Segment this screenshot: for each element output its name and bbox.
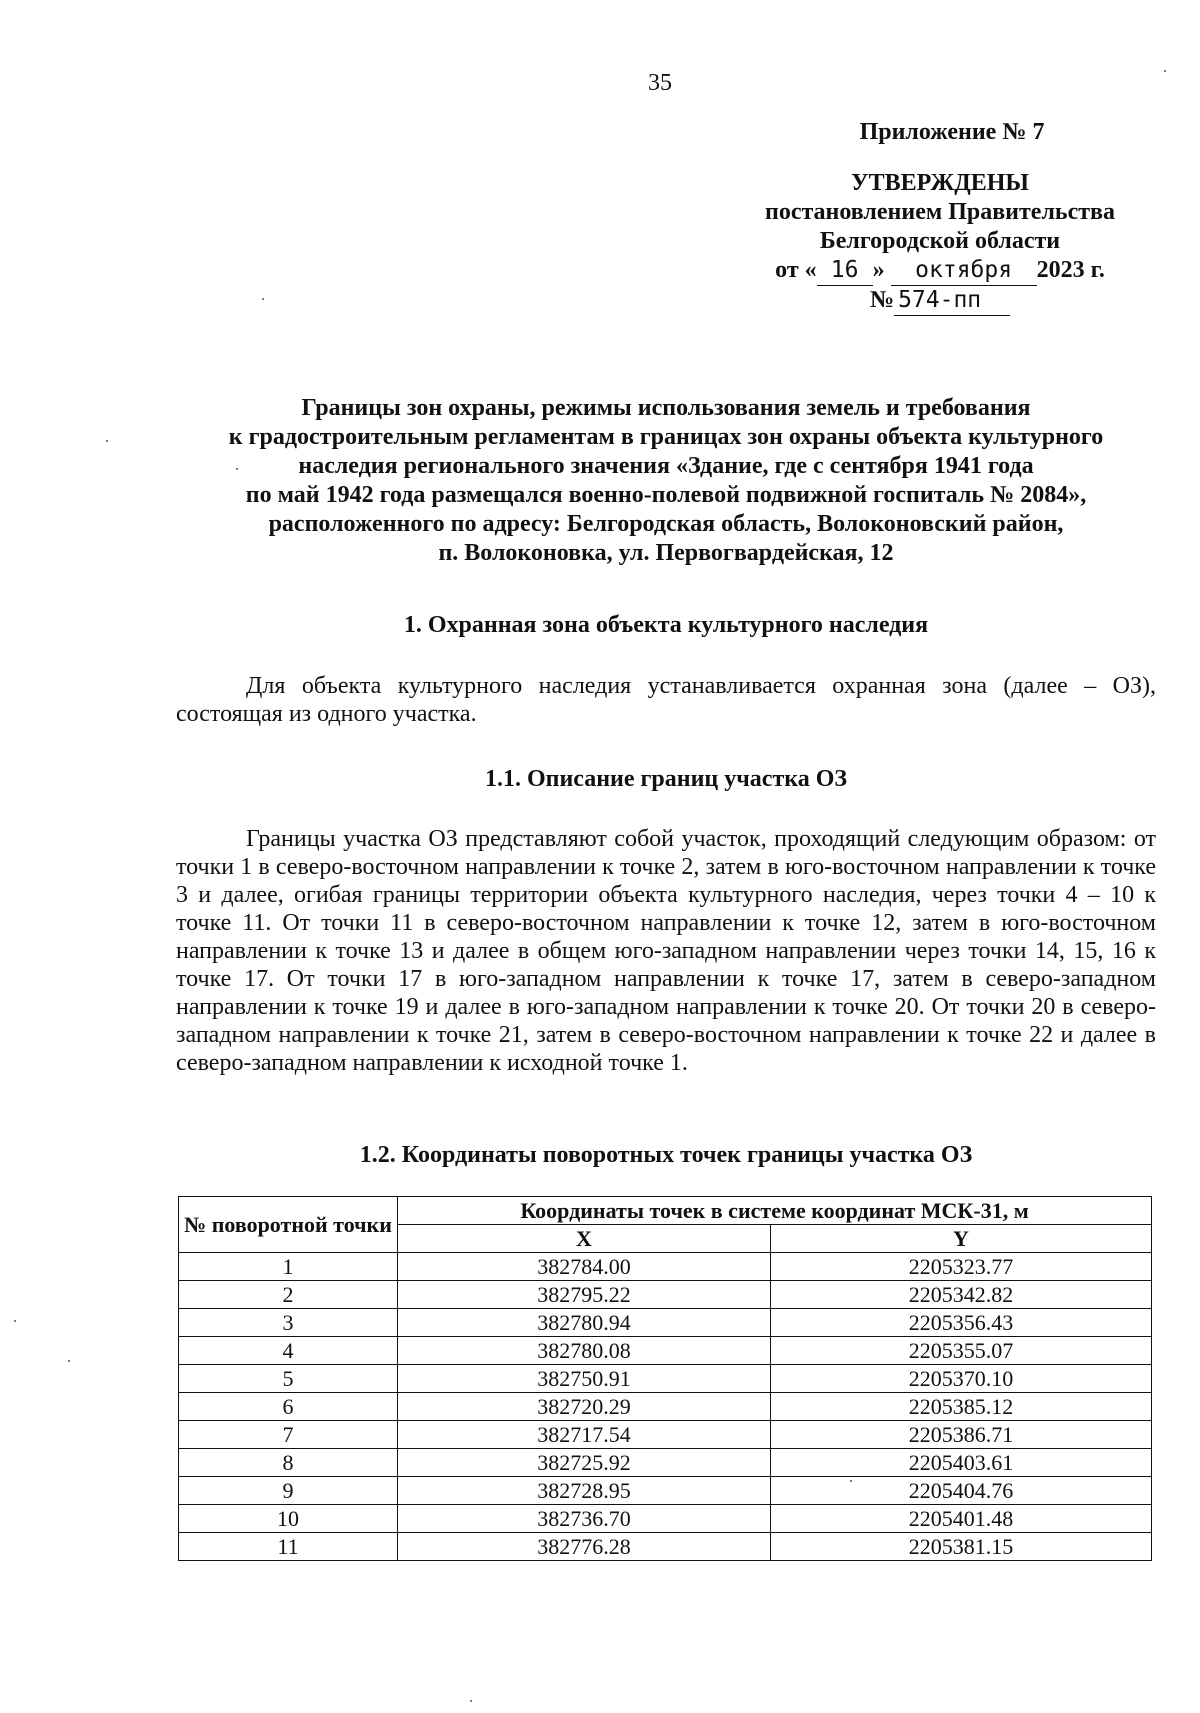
point-number: 8	[179, 1449, 398, 1477]
x-value: 382728.95	[398, 1477, 771, 1505]
y-value: 2205342.82	[771, 1281, 1152, 1309]
section-1-1-heading: 1.1. Описание границ участка ОЗ	[484, 766, 848, 792]
scan-speck	[14, 1320, 16, 1322]
x-header: X	[398, 1225, 771, 1253]
table-row	[179, 1253, 1152, 1281]
y-value: 2205403.61	[771, 1449, 1152, 1477]
scan-speck	[236, 468, 238, 470]
x-value: 382736.70	[398, 1505, 771, 1533]
date-month: октября	[891, 256, 1037, 286]
y-value: 2205401.48	[771, 1505, 1152, 1533]
date-prefix: от «	[775, 257, 817, 283]
x-value: 382780.94	[398, 1309, 771, 1337]
table-row	[179, 1281, 1152, 1309]
point-number: 5	[179, 1365, 398, 1393]
point-number: 2	[179, 1281, 398, 1309]
approved-label: УТВЕРЖДЕНЫ	[851, 170, 1029, 196]
point-number: 7	[179, 1421, 398, 1449]
y-value: 2205404.76	[771, 1477, 1152, 1505]
title-line: по май 1942 года размещался военно-полевой подвижной госпиталь № 2084»,	[245, 482, 1087, 508]
number-prefix: №	[869, 287, 895, 313]
point-number: 10	[179, 1505, 398, 1533]
table-row	[179, 1393, 1152, 1421]
coordinates-table	[178, 1196, 1152, 1561]
approval-number	[760, 286, 1120, 316]
x-value: 382780.08	[398, 1337, 771, 1365]
y-value: 2205355.07	[771, 1337, 1152, 1365]
date-mid: »	[872, 257, 885, 283]
resolution-number: 574-пп	[894, 286, 1010, 316]
scan-speck	[1164, 70, 1166, 72]
approval-date	[760, 256, 1120, 286]
section-1-2-heading: 1.2. Координаты поворотных точек границы участка ОЗ	[359, 1142, 973, 1168]
y-value: 2205323.77	[771, 1253, 1152, 1281]
document-title	[176, 394, 1156, 568]
y-value: 2205381.15	[771, 1533, 1152, 1561]
page-number: 35	[648, 70, 672, 96]
scan-speck	[850, 1480, 852, 1482]
scan-speck	[470, 1700, 472, 1702]
y-value: 2205356.43	[771, 1309, 1152, 1337]
table-row	[179, 1309, 1152, 1337]
approval-block	[760, 118, 1120, 316]
y-header: Y	[771, 1225, 1152, 1253]
y-value: 2205386.71	[771, 1421, 1152, 1449]
x-value: 382776.28	[398, 1533, 771, 1561]
y-value: 2205370.10	[771, 1365, 1152, 1393]
title-line: к градостроительным регламентам в границах зон охраны объекта культурного	[228, 424, 1104, 450]
scan-speck	[262, 298, 264, 300]
table-row	[179, 1449, 1152, 1477]
section-1-paragraph: Для объекта культурного наследия устанавливается охранная зона (далее – ОЗ), состоящая из одного участка.	[176, 673, 1156, 727]
approval-line-1: постановлением Правительства	[764, 199, 1115, 225]
table-row	[179, 1421, 1152, 1449]
coordinates-header: Координаты точек в системе координат МСК-31, м	[398, 1197, 1152, 1225]
point-number: 3	[179, 1309, 398, 1337]
point-number: 9	[179, 1477, 398, 1505]
approval-line-2: Белгородской области	[819, 228, 1061, 254]
title-line: расположенного по адресу: Белгородская область, Волоконовский район,	[268, 511, 1064, 537]
scan-speck	[68, 1360, 70, 1362]
x-value: 382784.00	[398, 1253, 771, 1281]
table-row	[179, 1337, 1152, 1365]
title-line: наследия регионального значения «Здание, где с сентября 1941 года	[298, 453, 1034, 479]
annex-label: Приложение № 7	[859, 119, 1045, 145]
table-row	[179, 1533, 1152, 1561]
table-row	[179, 1505, 1152, 1533]
point-number: 6	[179, 1393, 398, 1421]
point-number: 11	[179, 1533, 398, 1561]
x-value: 382725.92	[398, 1449, 771, 1477]
section-1-heading: 1. Охранная зона объекта культурного наследия	[403, 612, 929, 638]
date-day: 16	[817, 256, 873, 286]
date-year: 2023 г.	[1036, 257, 1105, 283]
y-value: 2205385.12	[771, 1393, 1152, 1421]
x-value: 382717.54	[398, 1421, 771, 1449]
x-value: 382720.29	[398, 1393, 771, 1421]
point-number: 4	[179, 1337, 398, 1365]
section-1-1-paragraph: Границы участка ОЗ представляют собой участок, проходящий следующим образом: от точки 1 в северо-восточном направлении к точке 2, затем в юго-восточном направлении к точке 3 и далее, огибая границы территории объекта культурного наследия, через точки 4 – 10 к точке 11. От точки 11 в северо-восточном направлении к точке 12, затем в юго-восточном направлении к точке 13 и далее в общем юго-западном направлении через точки 14, 15, 16 к точке 17. От точки 17 в юго-западном направлении к точке 17, затем в северо-западном направлении к точке 19 и далее в юго-западном направлении к точке 20. От точки 20 в северо-западном направлении к точке 21, затем в северо-восточном направлении к точке 22 и далее в северо-западном направлении к исходной точке 1.	[176, 826, 1156, 1076]
point-number-header: № поворотной точки	[179, 1197, 398, 1253]
title-line: Границы зон охраны, режимы использования земель и требования	[301, 395, 1031, 421]
table-row	[179, 1365, 1152, 1393]
x-value: 382750.91	[398, 1365, 771, 1393]
scan-speck	[106, 440, 108, 442]
point-number: 1	[179, 1253, 398, 1281]
title-line: п. Волоконовка, ул. Первогвардейская, 12	[438, 540, 894, 566]
x-value: 382795.22	[398, 1281, 771, 1309]
table-row	[179, 1477, 1152, 1505]
